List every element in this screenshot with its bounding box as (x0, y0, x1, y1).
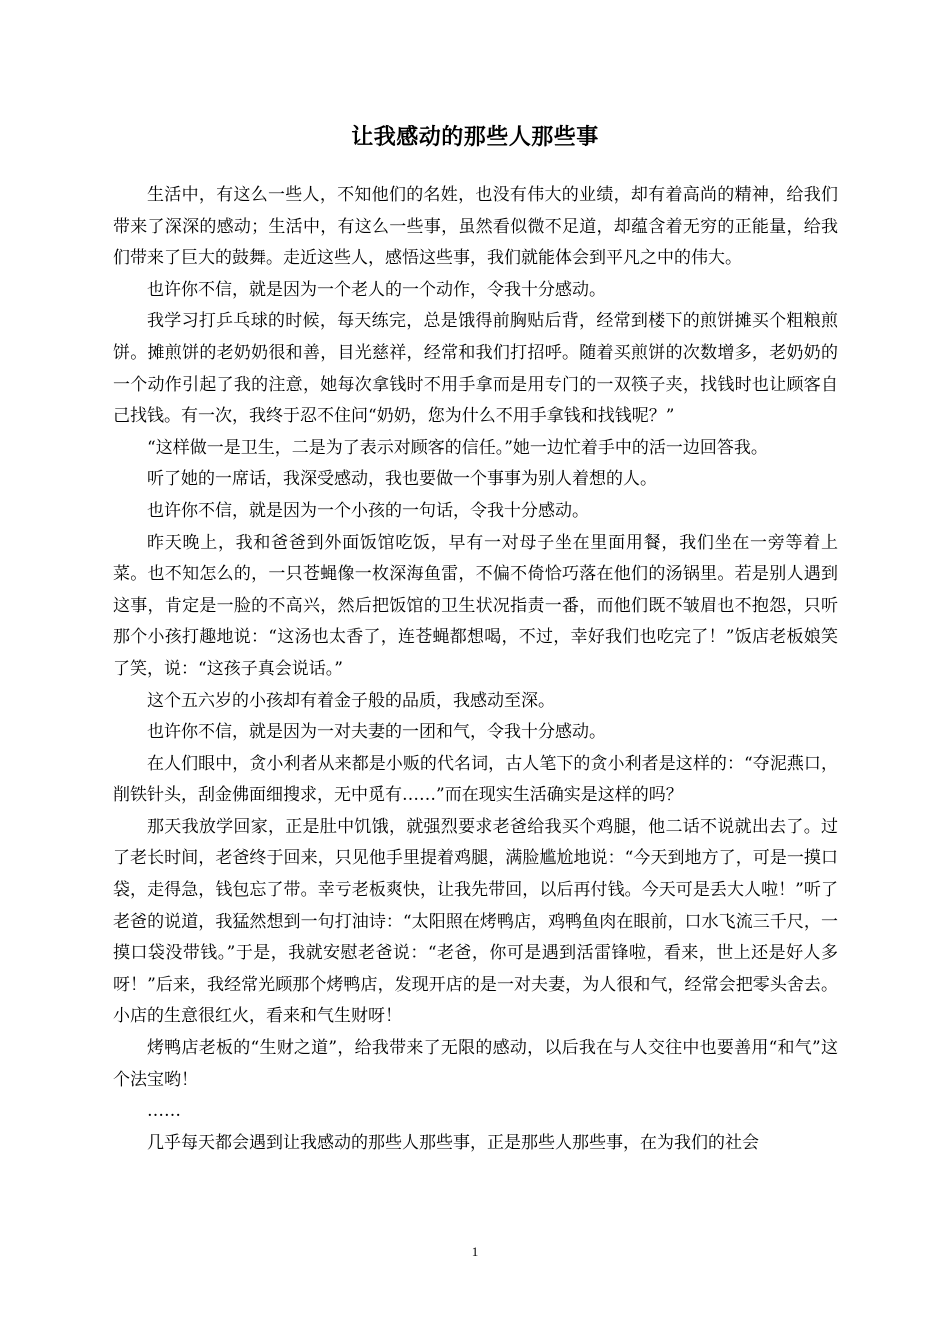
paragraph: 生活中，有这么一些人，不知他们的名姓，也没有伟大的业绩，却有着高尚的精神，给我们带来了深深的感动；生活中，有这么一些事，虽然看似微不足道，却蕴含着无穷的正能量，给我们带来了巨大的鼓舞。走近这些人，感悟这些事，我们就能体会到平凡之中的伟大。 (113, 185, 838, 269)
paragraph: 昨天晚上，我和爸爸到外面饭馆吃饭，早有一对母子坐在里面用餐，我们坐在一旁等着上菜。也不知怎么的，一只苍蝇像一枚深海鱼雷，不偏不倚恰巧落在他们的汤锅里。若是别人遇到这事，肯定是一脸的不高兴，然后把饭馆的卫生状况指责一番，而他们既不皱眉也不抱怨，只听那个小孩打趣地说：“这汤也太香了，连苍蝇都想喝，不过，幸好我们也吃完了！”饭店老板娘笑了笑，说：“这孩子真会说话。” (113, 532, 838, 679)
ellipsis-paragraph: …… (147, 1101, 181, 1122)
paragraph: 也许你不信，就是因为一个小孩的一句话，令我十分感动。 (147, 500, 589, 521)
paragraph: 听了她的一席话，我深受感动，我也要做一个事事为别人着想的人。 (147, 469, 657, 490)
paragraph: 在人们眼中，贪小利者从来都是小贩的代名词，古人笔下的贪小利者是这样的：“夺泥燕口，削铁针头，刮金佛面细搜求，无中觅有……”而在现实生活确实是这样的吗？ (113, 753, 838, 806)
page-number: 1 (471, 1244, 479, 1259)
paragraph: 也许你不信，就是因为一对夫妻的一团和气，令我十分感动。 (147, 722, 606, 743)
paragraph: “这样做一是卫生，二是为了表示对顾客的信任。”她一边忙着手中的活一边回答我。 (147, 437, 768, 458)
paragraph: 这个五六岁的小孩却有着金子般的品质，我感动至深。 (147, 690, 555, 711)
page-title: 让我感动的那些人那些事 (351, 124, 599, 150)
paragraph: 我学习打乒乓球的时候，每天练完，总是饿得前胸贴后背，经常到楼下的煎饼摊买个粗粮煎饼。摊煎饼的老奶奶很和善，目光慈祥，经常和我们打招呼。随着买煎饼的次数增多，老奶奶的一个动作引起了我的注意，她每次拿钱时不用手拿而是用专门的一双筷子夹，找钱时也让顾客自己找钱。有一次，我终于忍不住问“奶奶，您为什么不用手拿钱和找钱呢？” (113, 311, 838, 427)
paragraph: 那天我放学回家，正是肚中饥饿，就强烈要求老爸给我买个鸡腿，他二话不说就出去了。过了老长时间，老爸终于回来，只见他手里提着鸡腿，满脸尴尬地说：“今天到地方了，可是一摸口袋，走得急，钱包忘了带。幸亏老板爽快，让我先带回，以后再付钱。今天可是丢大人啦！”听了老爸的说道，我猛然想到一句打油诗：“太阳照在烤鸭店，鸡鸭鱼肉在眼前，口水飞流三千尺，一摸口袋没带钱。”于是，我就安慰老爸说：“老爸，你可是遇到活雷锋啦，看来，世上还是好人多呀！”后来，我经常光顾那个烤鸭店，发现开店的是一对夫妻，为人很和气，经常会把零头舍去。小店的生意很红火，看来和气生财呀！ (113, 816, 838, 1027)
paragraph: 几乎每天都会遇到让我感动的那些人那些事，正是那些人那些事，在为我们的社会 (147, 1132, 759, 1153)
document-body (113, 180, 838, 1159)
paragraph: 也许你不信，就是因为一个老人的一个动作，令我十分感动。 (147, 279, 606, 300)
paragraph: 烤鸭店老板的“生财之道”，给我带来了无限的感动，以后我在与人交往中也要善用“和气”这个法宝哟！ (113, 1038, 838, 1090)
